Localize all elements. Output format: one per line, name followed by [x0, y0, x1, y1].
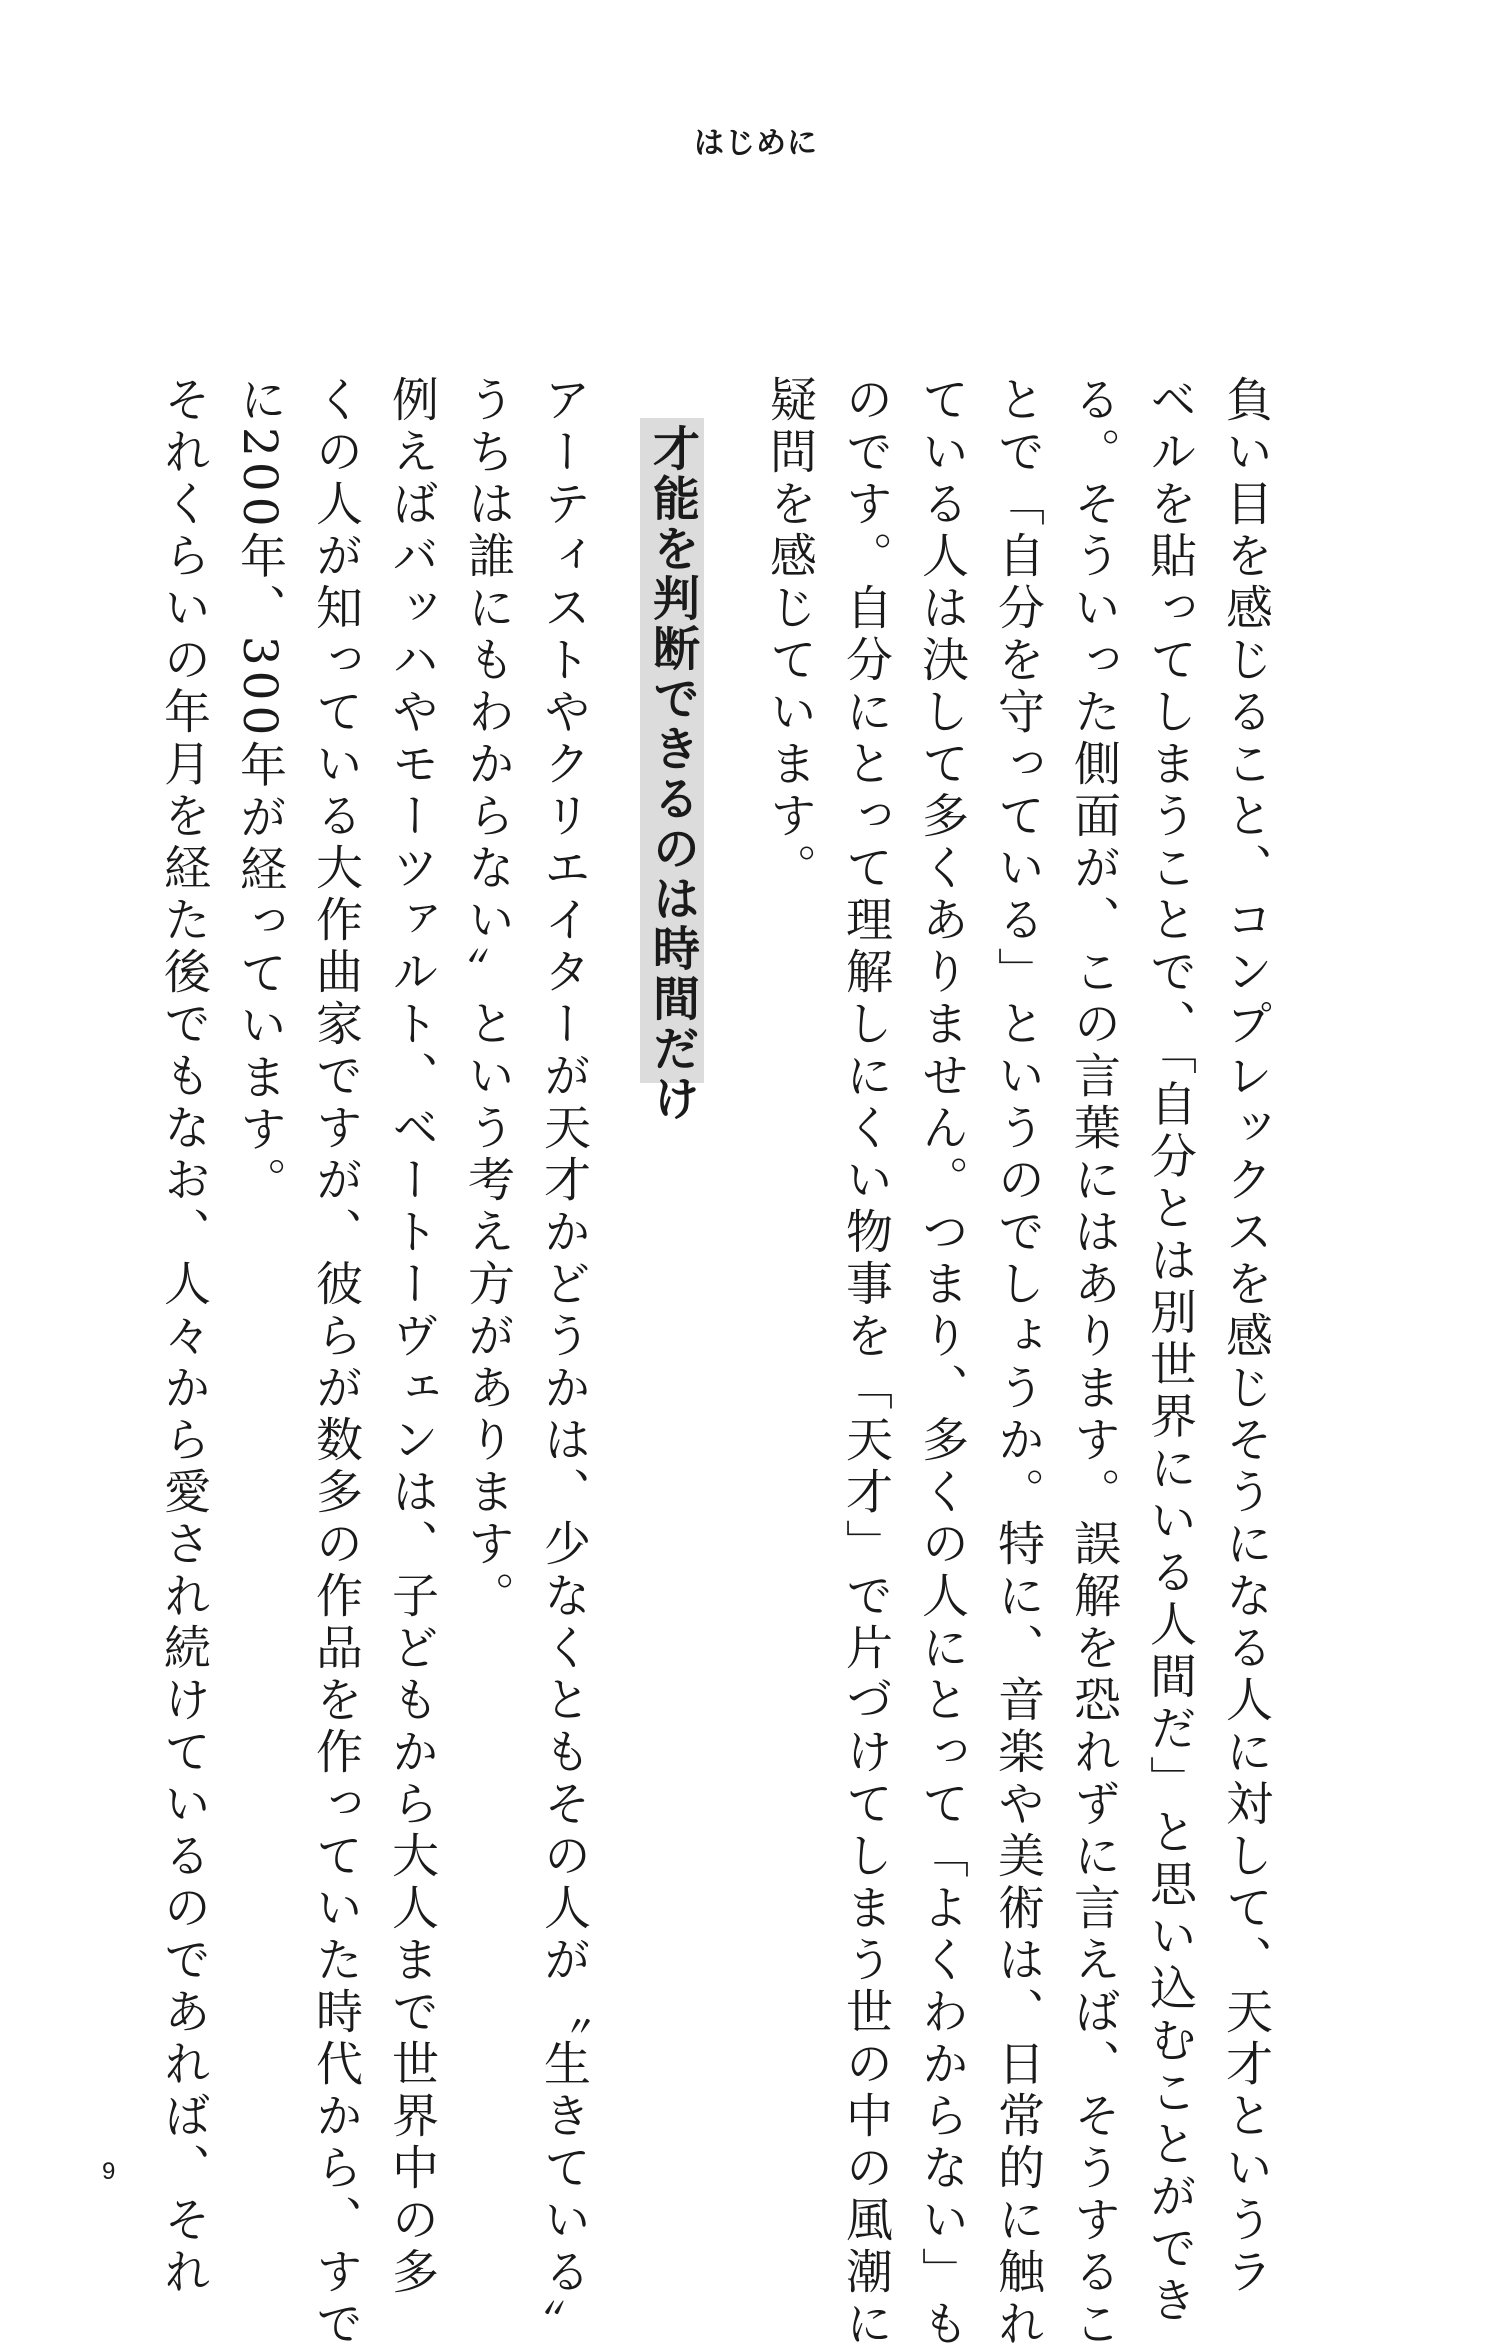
page-number: 9 [102, 2158, 116, 2185]
body-column-9: うちは誰にもわからない〟という考え方があります。 [460, 375, 515, 1623]
body-column-10: 例えばバッハやモーツァルト、ベートーヴェンは、子どもから大人まで世界中の多 [384, 375, 439, 2299]
body-column-6: のです。自分にとって理解しにくい物事を「天才」で片づけてしまう世の中の風潮に [838, 375, 893, 2351]
body-column-5: ている人は決して多くありません。つまり、多くの人にとって「よくわからない」も [914, 375, 969, 2351]
section-heading: 才能を判断できるのは時間だけ [640, 418, 704, 1083]
body-column-11: くの人が知っている大作曲家ですが、彼らが数多の作品を作っていた時代から、すで [308, 375, 363, 2351]
body-column-7: 疑問を感じています。 [762, 375, 817, 895]
body-column-8: アーティストやクリエイターが天才かどうかは、少なくともその人が〝生きている〟 [536, 375, 591, 2351]
body-column-13: それくらいの年月を経た後でもなお、人々から愛され続けているのであれば、それ [156, 375, 211, 2299]
running-head: はじめに [694, 126, 818, 161]
body-column-2: ベルを貼ってしまうことで、「自分とは別世界にいる人間だ」と思い込むことができ [1142, 375, 1197, 2328]
body-column-12: に200年、300年が経っています。 [232, 375, 287, 1209]
body-column-4: とで「自分を守っている」というのでしょうか。特に、音楽や美術は、日常的に触れ [990, 375, 1045, 2351]
body-column-3: る。そういった側面が、この言葉にはあります。誤解を恐れずに言えば、そうするこ [1066, 375, 1121, 2351]
body-column-1: 負い目を感じること、コンプレックスを感じそうになる人に対して、天才というラ [1218, 375, 1273, 2299]
